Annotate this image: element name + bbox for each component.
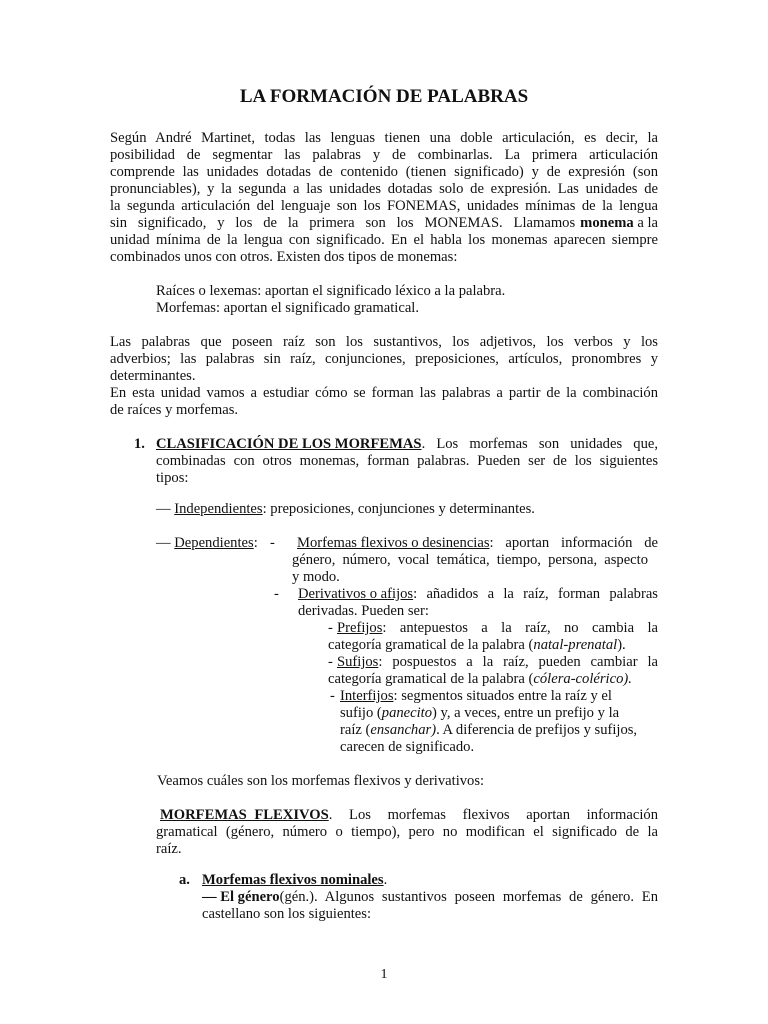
interfijos-line: sufijo (panecito) y, a veces, entre un prefijo y la xyxy=(340,705,620,721)
section-line: combinadas con otros monemas, forman palabras. Pueden ser de los siguientes xyxy=(156,453,658,469)
dependientes-label: Dependientes xyxy=(174,535,254,551)
subsection-heading: Morfemas flexivos nominales xyxy=(202,872,384,888)
interfijos-line: carecen de significado. xyxy=(340,739,475,755)
derivativos-line: Derivativos o afijos : añadidos a la raíz, forman palabras xyxy=(298,586,658,602)
interfijos-label: Interfijos xyxy=(340,688,394,704)
sufijos-label: Sufijos xyxy=(337,654,379,670)
intro-line: unidad mínima de la lengua con significado. En el habla los monemas aparecen siempre xyxy=(110,232,658,248)
section-heading: CLASIFICACIÓN DE LOS MORFEMAS xyxy=(156,436,422,452)
intro-line: pronunciables), y la segunda a las unidades dotadas solo de expresión. Las unidades de xyxy=(110,181,658,197)
section-number: 1. xyxy=(134,436,145,452)
subsection-heading-line: Morfemas flexivos nominales. xyxy=(202,872,388,888)
list-bullet: - xyxy=(328,620,333,636)
sufijos-line: Sufijos : pospuestos a la raíz, pueden cambiar la xyxy=(337,654,658,670)
subsection-letter: a. xyxy=(179,872,190,888)
veamos-line: Veamos cuáles son los morfemas flexivos y derivativos: xyxy=(157,773,485,789)
para-line: En esta unidad vamos a estudiar cómo se forman las palabras a partir de la combinación xyxy=(110,385,658,401)
page-title: LA FORMACIÓN DE PALABRAS xyxy=(239,86,529,107)
intro-line: la segunda articulación del lenguaje son los FONEMAS, unidades mínimas de la lengua xyxy=(110,198,658,214)
section-heading-line: CLASIFICACIÓN DE LOS MORFEMAS . Los morfemas son unidades que, xyxy=(156,436,658,452)
list-bullet: - xyxy=(270,535,275,551)
derivativos-line: derivadas. Pueden ser: xyxy=(298,603,429,619)
genero-line: — El género (gén.). Algunos sustantivos poseen morfemas de género. En xyxy=(202,889,658,905)
prefijos-line: Prefijos : antepuestos a la raíz, no cambia la xyxy=(337,620,658,636)
prefijos-label: Prefijos xyxy=(337,620,383,636)
intro-line: Según André Martinet, todas las lenguas tienen una doble articulación, es decir, la xyxy=(110,130,658,146)
para-line: Las palabras que poseen raíz son los sustantivos, los adjetivos, los verbos y los xyxy=(110,334,658,350)
prefijos-line: categoría gramatical de la palabra (natal-prenatal). xyxy=(328,637,626,653)
para-line: de raíces y morfemas. xyxy=(110,402,239,418)
section-line: tipos: xyxy=(156,470,189,486)
list-bullet: - xyxy=(330,688,335,704)
flexivos-heading-line: MORFEMAS FLEXIVOS . Los morfemas flexivos aportan información xyxy=(160,807,658,823)
interfijos-line: raíz (ensanchar). A diferencia de prefijos y sufijos, xyxy=(340,722,638,738)
dependientes-label-line: — Dependientes: xyxy=(156,535,258,551)
interfijos-line: Interfijos: segmentos situados entre la raíz y el xyxy=(340,688,612,704)
sufijos-line: categoría gramatical de la palabra (cólera-colérico). xyxy=(328,671,632,687)
intro-line: sin significado, y los de la primera son los MONEMAS. Llamamos xyxy=(110,215,576,231)
para-line: determinantes. xyxy=(110,368,196,384)
intro-line: combinados unos con otros. Existen dos tipos de monemas: xyxy=(110,249,458,265)
list-bullet: - xyxy=(328,654,333,670)
flexivos-line: raíz. xyxy=(156,841,182,857)
flexivos-line: género, número, vocal temática, tiempo, persona, aspecto xyxy=(292,552,648,568)
flexivos-line: Morfemas flexivos o desinencias : aportan información de xyxy=(297,535,658,551)
bold-term: monema xyxy=(580,215,634,231)
intro-line-monema: sin significado, y los de la primera son los MONEMAS. Llamamos monema a la xyxy=(110,215,658,231)
page-number: 1 xyxy=(380,967,388,982)
type-raices: Raíces o lexemas: aportan el significado léxico a la palabra. xyxy=(156,283,506,299)
type-morfemas: Morfemas: aportan el significado gramatical. xyxy=(156,300,419,316)
intro-line: posibilidad de segmentar las palabras y de combinarlas. La primera articulación xyxy=(110,147,658,163)
genero-line: castellano son los siguientes: xyxy=(202,906,372,922)
flexivos-line: gramatical (género, número o tiempo), pero no modifican el significado de la xyxy=(156,824,658,840)
independientes-label: Independientes xyxy=(174,501,263,517)
genero-label: El género xyxy=(220,889,280,905)
derivativos-label: Derivativos o afijos xyxy=(298,586,414,602)
flexivos-heading: MORFEMAS FLEXIVOS xyxy=(160,807,329,823)
para-line: adverbios; las palabras sin raíz, conjunciones, preposiciones, artículos, pronombres y xyxy=(110,351,658,367)
flexivos-label: Morfemas flexivos o desinencias xyxy=(297,535,490,551)
independientes-item: — Independientes: preposiciones, conjunciones y determinantes. xyxy=(156,501,535,517)
flexivos-line: y modo. xyxy=(292,569,340,585)
list-bullet: - xyxy=(274,586,279,602)
intro-line: comprende las unidades dotadas de contenido (tienen significado) y de expresión (son xyxy=(110,164,658,180)
